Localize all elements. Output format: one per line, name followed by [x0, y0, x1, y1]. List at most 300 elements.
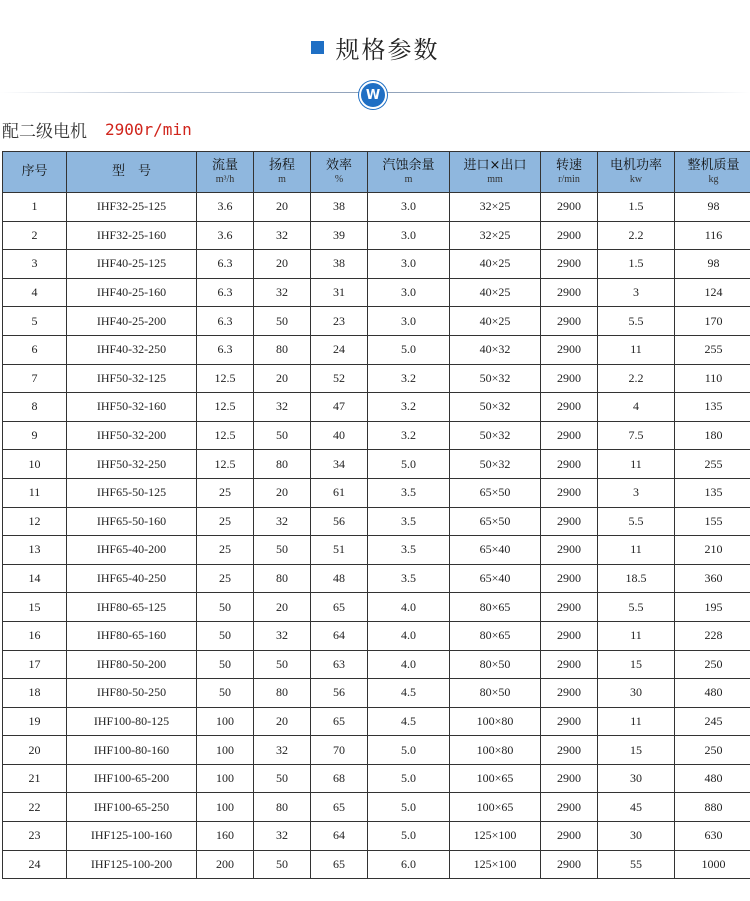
table-cell: 3 [598, 278, 675, 307]
table-cell: 5.5 [598, 507, 675, 536]
table-cell: 50 [197, 650, 254, 679]
table-cell: 3.2 [368, 364, 450, 393]
table-cell: 4 [3, 278, 67, 307]
table-row [3, 478, 750, 507]
table-cell: 2.2 [598, 364, 675, 393]
table-cell: 20 [3, 736, 67, 765]
table-cell: 65 [311, 850, 368, 879]
table-cell: 30 [598, 764, 675, 793]
table-cell: 100 [197, 793, 254, 822]
table-cell: 34 [311, 450, 368, 479]
table-cell: IHF65-40-250 [67, 564, 197, 593]
table-cell: 52 [311, 364, 368, 393]
table-cell: 55 [598, 850, 675, 879]
table-cell: 63 [311, 650, 368, 679]
table-cell: 40 [311, 421, 368, 450]
table-row [3, 593, 750, 622]
table-cell: 32×25 [450, 221, 541, 250]
table-cell: 32 [254, 278, 311, 307]
table-cell: IHF80-65-160 [67, 621, 197, 650]
table-cell: 11 [3, 478, 67, 507]
table-cell: 20 [254, 707, 311, 736]
table-cell: 2900 [541, 193, 598, 222]
column-header [311, 152, 368, 193]
table-cell: 12.5 [197, 450, 254, 479]
table-cell: 12 [3, 507, 67, 536]
column-header-unit: m³/h [215, 174, 235, 185]
table-row [3, 250, 750, 279]
table-cell: 3.0 [368, 221, 450, 250]
column-header [3, 152, 67, 193]
table-cell: 80 [254, 679, 311, 708]
table-cell: 3.6 [197, 221, 254, 250]
table-cell: 2900 [541, 250, 598, 279]
column-header [450, 152, 541, 193]
column-header-label: 效率 [325, 158, 352, 173]
table-cell: 11 [598, 621, 675, 650]
table-cell: 68 [311, 764, 368, 793]
table-cell: 98 [675, 193, 750, 222]
table-cell: 155 [675, 507, 750, 536]
table-cell: 65×40 [450, 564, 541, 593]
table-row [3, 335, 750, 364]
column-header [541, 152, 598, 193]
column-header-label: 电机功率 [609, 158, 662, 173]
table-cell: 12.5 [197, 421, 254, 450]
column-header [67, 152, 197, 193]
table-cell: 245 [675, 707, 750, 736]
table-cell: 16 [3, 621, 67, 650]
table-cell: 80×65 [450, 621, 541, 650]
table-cell: 2900 [541, 650, 598, 679]
table-row [3, 679, 750, 708]
table-cell: 2900 [541, 421, 598, 450]
table-cell: 20 [254, 478, 311, 507]
table-cell: 65 [311, 593, 368, 622]
column-header [197, 152, 254, 193]
table-cell: 124 [675, 278, 750, 307]
table-cell: IHF125-100-160 [67, 822, 197, 851]
table-cell: 50×32 [450, 393, 541, 422]
table-cell: 2900 [541, 707, 598, 736]
table-cell: 2900 [541, 564, 598, 593]
column-header-label: 整机质量 [687, 158, 740, 173]
table-row [3, 393, 750, 422]
table-cell: IHF80-50-250 [67, 679, 197, 708]
table-cell: 1 [3, 193, 67, 222]
table-row [3, 764, 750, 793]
table-cell: 11 [598, 335, 675, 364]
table-cell: 195 [675, 593, 750, 622]
table-cell: 2900 [541, 507, 598, 536]
table-cell: IHF50-32-250 [67, 450, 197, 479]
table-cell: 2900 [541, 221, 598, 250]
table-cell: 4.0 [368, 593, 450, 622]
table-cell: 32 [254, 621, 311, 650]
table-cell: 2.2 [598, 221, 675, 250]
table-row [3, 421, 750, 450]
table-cell: 3.5 [368, 507, 450, 536]
table-cell: 45 [598, 793, 675, 822]
table-cell: 3.5 [368, 536, 450, 565]
table-cell: 32 [254, 221, 311, 250]
table-cell: 40×25 [450, 307, 541, 336]
table-cell: 6.3 [197, 278, 254, 307]
table-cell: IHF32-25-125 [67, 193, 197, 222]
table-cell: 56 [311, 679, 368, 708]
table-cell: 25 [197, 536, 254, 565]
table-cell: 22 [3, 793, 67, 822]
table-cell: 160 [197, 822, 254, 851]
table-cell: 50×32 [450, 450, 541, 479]
table-row [3, 707, 750, 736]
table-cell: 3.0 [368, 193, 450, 222]
table-cell: 880 [675, 793, 750, 822]
table-cell: 2900 [541, 335, 598, 364]
table-cell: 51 [311, 536, 368, 565]
table-cell: 480 [675, 764, 750, 793]
table-cell: 39 [311, 221, 368, 250]
table-cell: 21 [3, 764, 67, 793]
table-cell: 100×65 [450, 793, 541, 822]
table-cell: 23 [3, 822, 67, 851]
table-cell: IHF65-40-200 [67, 536, 197, 565]
table-cell: 6.0 [368, 850, 450, 879]
table-cell: 70 [311, 736, 368, 765]
table-cell: 65×40 [450, 536, 541, 565]
table-cell: 250 [675, 650, 750, 679]
table-cell: 100 [197, 707, 254, 736]
table-cell: 50 [254, 850, 311, 879]
table-cell: 5.0 [368, 736, 450, 765]
table-cell: 20 [254, 364, 311, 393]
table-cell: 5.0 [368, 335, 450, 364]
column-header-label: 流量 [211, 158, 238, 173]
table-cell: 50 [197, 679, 254, 708]
column-header-label: 转速 [555, 158, 582, 173]
table-cell: 80×65 [450, 593, 541, 622]
table-cell: 80 [254, 793, 311, 822]
table-body [3, 193, 750, 879]
table-cell: 50 [254, 421, 311, 450]
table-cell: 4.5 [368, 679, 450, 708]
table-cell: 30 [598, 822, 675, 851]
table-cell: 50 [197, 593, 254, 622]
table-cell: 3.0 [368, 278, 450, 307]
table-cell: 2900 [541, 736, 598, 765]
table-cell: 110 [675, 364, 750, 393]
table-cell: 3.2 [368, 421, 450, 450]
spec-table [2, 151, 750, 879]
table-cell: 8 [3, 393, 67, 422]
table-row [3, 850, 750, 879]
table-cell: 3.5 [368, 564, 450, 593]
table-row [3, 307, 750, 336]
table-cell: 2900 [541, 793, 598, 822]
table-cell: 50×32 [450, 364, 541, 393]
table-cell: 32 [254, 736, 311, 765]
table-cell: 2900 [541, 393, 598, 422]
table-cell: 100×80 [450, 736, 541, 765]
table-cell: 80 [254, 450, 311, 479]
table-cell: 2900 [541, 621, 598, 650]
table-cell: 38 [311, 193, 368, 222]
table-cell: 20 [254, 593, 311, 622]
table-cell: 2900 [541, 307, 598, 336]
motor-info [2, 117, 192, 141]
table-cell: 25 [197, 507, 254, 536]
table-cell: 3.0 [368, 307, 450, 336]
table-cell: 3.6 [197, 193, 254, 222]
table-cell: IHF50-32-125 [67, 364, 197, 393]
table-cell: IHF100-65-250 [67, 793, 197, 822]
table-cell: 65×50 [450, 478, 541, 507]
table-cell: 65 [311, 793, 368, 822]
table-cell: 3.5 [368, 478, 450, 507]
table-cell: 3.2 [368, 393, 450, 422]
table-cell: IHF40-25-160 [67, 278, 197, 307]
table-cell: 9 [3, 421, 67, 450]
table-cell: 61 [311, 478, 368, 507]
motor-speed: 2900r/min [105, 119, 192, 139]
table-cell: 32 [254, 507, 311, 536]
table-cell: 2900 [541, 450, 598, 479]
table-cell: 18 [3, 679, 67, 708]
table-cell: 20 [254, 250, 311, 279]
table-cell: 15 [598, 736, 675, 765]
table-cell: 2900 [541, 478, 598, 507]
table-row [3, 650, 750, 679]
table-cell: 50×32 [450, 421, 541, 450]
table-cell: 50 [254, 650, 311, 679]
page-title: 规格参数 [335, 35, 440, 64]
table-cell: 5.5 [598, 307, 675, 336]
table-row [3, 364, 750, 393]
table-cell: 11 [598, 707, 675, 736]
table-row [3, 564, 750, 593]
table-cell: 170 [675, 307, 750, 336]
table-cell: 4 [598, 393, 675, 422]
table-cell: 100×65 [450, 764, 541, 793]
table-cell: 80 [254, 335, 311, 364]
table-cell: IHF100-65-200 [67, 764, 197, 793]
table-cell: IHF50-32-200 [67, 421, 197, 450]
column-header-label: 型 号 [111, 164, 151, 179]
table-cell: 5.0 [368, 793, 450, 822]
table-cell: 18.5 [598, 564, 675, 593]
motor-label: 配二级电机 [2, 121, 87, 142]
table-cell: IHF100-80-160 [67, 736, 197, 765]
table-row [3, 793, 750, 822]
table-cell: 2900 [541, 364, 598, 393]
table-cell: 15 [598, 650, 675, 679]
table-row [3, 221, 750, 250]
table-cell: IHF80-50-200 [67, 650, 197, 679]
table-cell: 2900 [541, 822, 598, 851]
table-cell: 12.5 [197, 364, 254, 393]
table-cell: 125×100 [450, 822, 541, 851]
table-cell: IHF65-50-125 [67, 478, 197, 507]
table-cell: 47 [311, 393, 368, 422]
column-header-unit: % [334, 174, 344, 185]
table-cell: 15 [3, 593, 67, 622]
table-cell: 135 [675, 393, 750, 422]
table-cell: 1.5 [598, 250, 675, 279]
table-cell: 5.0 [368, 822, 450, 851]
table-cell: 100 [197, 736, 254, 765]
section-title [0, 30, 750, 64]
table-cell: 98 [675, 250, 750, 279]
table-cell: 200 [197, 850, 254, 879]
column-header-unit: m [404, 174, 413, 185]
table-cell: 228 [675, 621, 750, 650]
w-logo-icon: W [359, 81, 387, 109]
table-cell: 30 [598, 679, 675, 708]
table-cell: 255 [675, 450, 750, 479]
table-cell: 2 [3, 221, 67, 250]
column-header-unit: r/min [558, 174, 580, 185]
column-header-label: 扬程 [268, 158, 295, 173]
table-row [3, 278, 750, 307]
table-cell: 5.0 [368, 450, 450, 479]
table-cell: 210 [675, 536, 750, 565]
table-cell: 5 [3, 307, 67, 336]
table-cell: 50 [254, 536, 311, 565]
table-cell: 12.5 [197, 393, 254, 422]
table-cell: 480 [675, 679, 750, 708]
table-cell: 19 [3, 707, 67, 736]
table-row [3, 621, 750, 650]
table-cell: 11 [598, 536, 675, 565]
table-cell: 17 [3, 650, 67, 679]
column-header-label: 序号 [21, 164, 48, 179]
table-cell: 13 [3, 536, 67, 565]
table-cell: 32 [254, 822, 311, 851]
column-header-unit: mm [487, 174, 503, 185]
table-cell: 1.5 [598, 193, 675, 222]
table-cell: 100×80 [450, 707, 541, 736]
table-row [3, 450, 750, 479]
table-cell: 80 [254, 564, 311, 593]
table-cell: 48 [311, 564, 368, 593]
column-header-unit: kw [629, 174, 643, 185]
table-cell: 32×25 [450, 193, 541, 222]
table-cell: 50 [254, 307, 311, 336]
table-cell: IHF40-25-200 [67, 307, 197, 336]
table-cell: 50 [197, 621, 254, 650]
table-cell: 32 [254, 393, 311, 422]
table-cell: 80×50 [450, 679, 541, 708]
table-cell: IHF100-80-125 [67, 707, 197, 736]
table-cell: 180 [675, 421, 750, 450]
table-cell: 2900 [541, 593, 598, 622]
table-cell: 255 [675, 335, 750, 364]
column-header-unit: m [278, 174, 286, 185]
table-cell: 20 [254, 193, 311, 222]
table-cell: 2900 [541, 764, 598, 793]
table-row [3, 536, 750, 565]
table-cell: 14 [3, 564, 67, 593]
column-header-unit: kg [708, 174, 719, 185]
table-cell: IHF32-25-160 [67, 221, 197, 250]
table-cell: IHF40-32-250 [67, 335, 197, 364]
table-cell: 4.5 [368, 707, 450, 736]
table-cell: 40×25 [450, 278, 541, 307]
table-row [3, 736, 750, 765]
table-header-row [3, 152, 750, 193]
table-cell: 38 [311, 250, 368, 279]
table-cell: 250 [675, 736, 750, 765]
table-cell: 50 [254, 764, 311, 793]
table-cell: 23 [311, 307, 368, 336]
table-cell: 630 [675, 822, 750, 851]
table-cell: 25 [197, 564, 254, 593]
table-cell: 1000 [675, 850, 750, 879]
table-cell: 2900 [541, 536, 598, 565]
table-cell: 64 [311, 621, 368, 650]
table-cell: 40×32 [450, 335, 541, 364]
table-cell: 2900 [541, 679, 598, 708]
table-cell: 25 [197, 478, 254, 507]
table-cell: IHF50-32-160 [67, 393, 197, 422]
table-cell: 2900 [541, 850, 598, 879]
table-cell: 3 [3, 250, 67, 279]
table-cell: 40×25 [450, 250, 541, 279]
table-cell: 4.0 [368, 650, 450, 679]
table-cell: 135 [675, 478, 750, 507]
table-cell: 56 [311, 507, 368, 536]
table-cell: IHF80-65-125 [67, 593, 197, 622]
table-cell: 100 [197, 764, 254, 793]
table-cell: 65 [311, 707, 368, 736]
table-cell: 125×100 [450, 850, 541, 879]
table-row [3, 822, 750, 851]
table-cell: 6 [3, 335, 67, 364]
table-cell: 3 [598, 478, 675, 507]
table-cell: 3.0 [368, 250, 450, 279]
table-cell: 10 [3, 450, 67, 479]
table-cell: 64 [311, 822, 368, 851]
column-header [675, 152, 750, 193]
table-cell: 7.5 [598, 421, 675, 450]
table-cell: 24 [3, 850, 67, 879]
column-header-label: 进口×出口 [463, 158, 527, 173]
table-cell: IHF125-100-200 [67, 850, 197, 879]
table-cell: 5.5 [598, 593, 675, 622]
table-cell: 31 [311, 278, 368, 307]
column-header [254, 152, 311, 193]
table-cell: 6.3 [197, 250, 254, 279]
column-header [598, 152, 675, 193]
square-bullet-icon [311, 41, 324, 54]
table-cell: 11 [598, 450, 675, 479]
table-row [3, 507, 750, 536]
column-header [368, 152, 450, 193]
table-cell: 2900 [541, 278, 598, 307]
table-cell: 4.0 [368, 621, 450, 650]
table-cell: 24 [311, 335, 368, 364]
table-cell: 6.3 [197, 307, 254, 336]
table-cell: 360 [675, 564, 750, 593]
table-cell: 6.3 [197, 335, 254, 364]
table-cell: IHF40-25-125 [67, 250, 197, 279]
table-row [3, 193, 750, 222]
table-cell: 80×50 [450, 650, 541, 679]
table-cell: 65×50 [450, 507, 541, 536]
table-cell: 7 [3, 364, 67, 393]
table-cell: 116 [675, 221, 750, 250]
table-cell: IHF65-50-160 [67, 507, 197, 536]
